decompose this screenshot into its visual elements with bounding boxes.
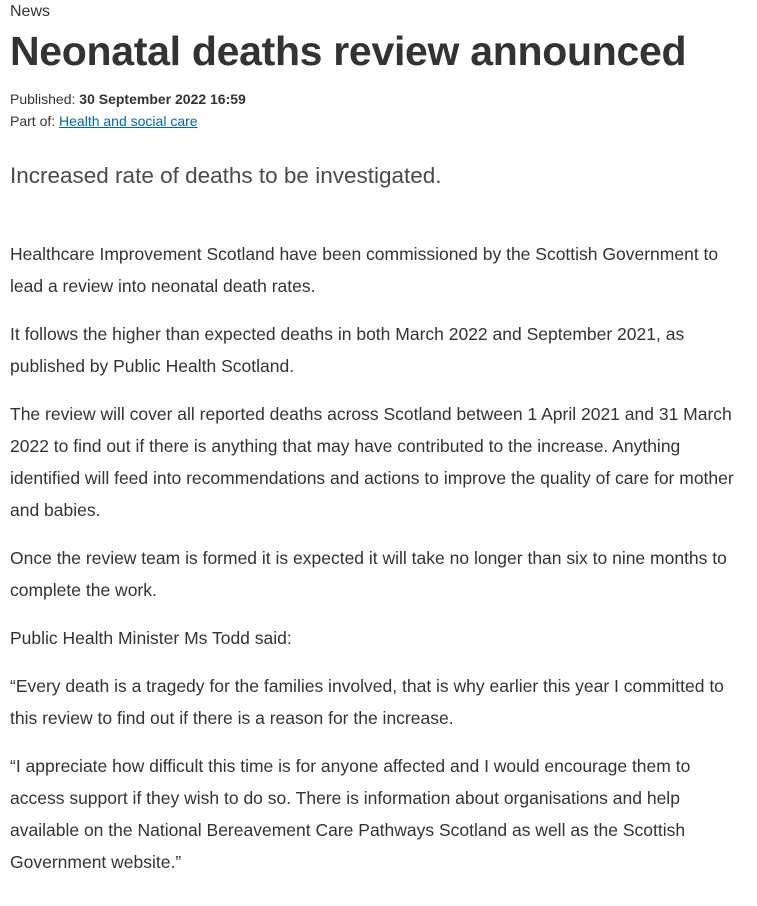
- published-label: Published:: [10, 91, 76, 107]
- page-title: Neonatal deaths review announced: [10, 28, 687, 74]
- body-paragraph: It follows the higher than expected deaths in both March 2022 and September 2021, as published by Public Health Scotland.: [10, 324, 685, 376]
- published-line: [10, 88, 747, 110]
- article: [10, 0, 747, 894]
- article-metadata: [10, 88, 747, 132]
- part-of-topic-link[interactable]: Health and social care: [59, 113, 198, 129]
- body-paragraph: Once the review team is formed it is expected it will take no longer than six to nine months to complete the work.: [10, 548, 727, 600]
- content-type-label: News: [10, 3, 51, 20]
- published-date: 30 September 2022 16:59: [79, 91, 246, 107]
- part-of-label: Part of:: [10, 113, 56, 129]
- article-summary: Increased rate of deaths to be investigated.: [10, 163, 442, 188]
- part-of-line: [10, 110, 747, 132]
- body-paragraph: The review will cover all reported deaths across Scotland between 1 April 2021 and 31 March 2022 to find out if there is anything that may have contributed to the increase. Anything identified will feed into recommendations and actions to improve the quality of care for mother and babies.: [10, 404, 734, 520]
- body-paragraph: Healthcare Improvement Scotland have been commissioned by the Scottish Government to lead a review into neonatal death rates.: [10, 244, 719, 296]
- quote-paragraph: “Every death is a tragedy for the families involved, that is why earlier this year I committed to this review to find out if there is a reason for the increase.: [10, 676, 724, 728]
- body-paragraph: Public Health Minister Ms Todd said:: [10, 628, 292, 648]
- quote-paragraph: “I appreciate how difficult this time is for anyone affected and I would encourage them to access support if they wish to do so. There is information about organisations and help available on the National Bereavement Care Pathways Scotland as well as the Scottish Government website.”: [10, 756, 691, 872]
- article-body: [10, 238, 747, 878]
